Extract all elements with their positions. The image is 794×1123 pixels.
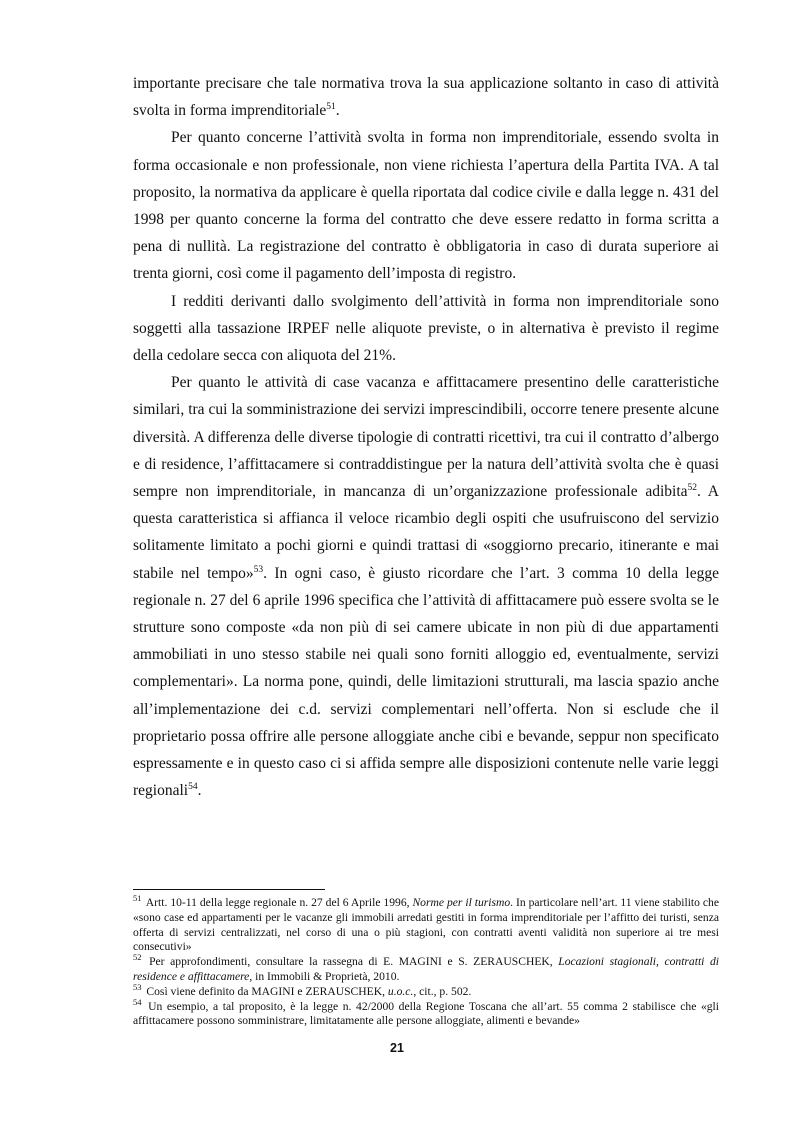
footnote-52: $^{52}$ Per approfondimenti, consultare la rassegna di E. MAGINI e S. ZERAUSCHEK, Locazioni stagionali, contratti di residence e affittacamere, in Immobili & Proprietà, 2010.: [133, 952, 719, 983]
paragraph-1: importante precisare che tale normativa trova la sua applicazione soltanto in caso di attività svolta in forma imprenditoriale$^{51}$.: [133, 75, 719, 120]
footnote-ref-54[interactable]: 54: [188, 782, 198, 793]
footnote-ref-53[interactable]: 53: [253, 564, 264, 575]
paragraph-2: Per quanto concerne l’attività svolta in forma non imprenditoriale, essendo svolta in forma occasionale e non professionale, non viene richiesta l’apertura della Partita IVA. A tal proposito, la normativa da applicare è quella riportata dal codice civile e dalla legge n. 431 del 1998 per quanto concerne la forma del contratto che deve essere redatto in forma scritta a pena di nullità. La registrazione del contratto è obbligatoria in caso di durata superiore ai trenta giorni, così come il pagamento dell’imposta di registro.: [133, 129, 719, 283]
footnote-ref-52[interactable]: 52: [687, 482, 698, 493]
page-number: 21: [390, 1041, 404, 1055]
paragraph-4: Per quanto le attività di case vacanza e affittacamere presentino delle caratteristiche similari, tra cui la somministrazione dei servizi imprescindibili, occorre tenere presente alcune diversità. A differenza delle diverse tipologie di contratti ricettivi, tra cui il contratto d’albergo e di residence, l’affittacamere si contraddistingue per la natura dell’attività svolta che è quasi sempre non imprenditoriale, in mancanza di un’organizzazione professionale adibita$^{52}$. A questa caratteristica si affianca il veloce ricambio degli ospiti che usufruiscono del servizio solitamente limitato a pochi giorni e quindi trattasi di «soggiorno precario, itinerante e mai stabile nel tempo»$^{53}$. In ogni caso, è giusto ricordare che l’art. 3 comma 10 della legge regionale n. 27 del 6 aprile 1996 specifica che l’attività di affittacamere può essere svolta se le strutture sono composte «da non più di sei camere ubicate in non più di due appartamenti ammobiliati in uno stesso stabile nei quali sono forniti alloggio ed, eventualmente, servizi complementari». La norma pone, quindi, delle limitazioni strutturali, ma lascia spazio anche all’implementazione dei c.d. servizi complementari nell’offerta. Non si esclude che il proprietario possa offrire alle persone alloggiate anche cibi e bevande, seppur non specificato espressamente e in questo caso ci si affida sempre alle disposizioni contenute nelle varie leggi regionali$^{54}$.: [133, 374, 719, 800]
footnote-54: $^{54}$ Un esempio, a tal proposito, è la legge n. 42/2000 della Regione Toscana che all’art. 55 comma 2 stabilisce che «gli affittacamere possono somministrare, limitatamente alle persone alloggiate, alimenti e bevande»: [133, 996, 719, 1028]
footnote-51: $^{51}$ Artt. 10-11 della legge regionale n. 27 del 6 Aprile 1996, Norme per il turismo. In particolare nell’art. 11 viene stabilito che «sono case ed appartamenti per le vacanze gli immobili arredati gestiti in forma imprenditoriale per l’affitto dei turisti, senza offerta di servizi centralizzati, nel corso di una o più stagioni, con contratti aventi validità non superiore ai tre mesi consecutivi»: [133, 893, 719, 954]
body-text: [133, 70, 719, 804]
footnote-separator: [133, 889, 325, 890]
footnote-ref-51[interactable]: 51: [326, 102, 336, 113]
footnote-53: $^{53}$ Così viene definito da MAGINI e ZERAUSCHEK, u.o.c., cit., p. 502.: [133, 981, 472, 998]
paragraph-3: I redditi derivanti dallo svolgimento dell’attività in forma non imprenditoriale sono soggetti alla tassazione IRPEF nelle aliquote previste, o in alternativa è previsto il regime della cedolare secca con aliquota del 21%.: [133, 292, 719, 365]
footnotes: [133, 893, 719, 1029]
